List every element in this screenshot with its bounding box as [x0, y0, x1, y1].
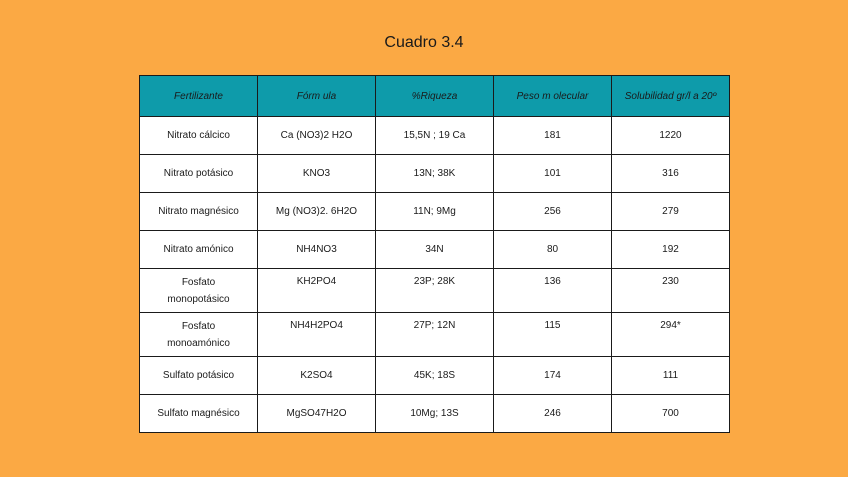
- column-header-formula: Fórm ula: [258, 76, 376, 117]
- cell-fertilizante: [140, 313, 258, 357]
- cell-fertilizante: Nitrato magnésico: [140, 193, 258, 231]
- table-row: [140, 395, 730, 433]
- cell-fertilizante: Nitrato amónico: [140, 231, 258, 269]
- cell-formula: NH4NO3: [258, 231, 376, 269]
- cell-peso: 174: [494, 357, 612, 395]
- cell-riqueza: 27P; 12N: [376, 313, 494, 357]
- cell-peso: 256: [494, 193, 612, 231]
- cell-fertilizante-line1: Fosfato: [181, 276, 216, 288]
- cell-formula: MgSO47H2O: [258, 395, 376, 433]
- cell-peso: 181: [494, 117, 612, 155]
- column-header-peso-molecular: Peso m olecular: [494, 76, 612, 117]
- column-header-riqueza: %Riqueza: [376, 76, 494, 117]
- cell-formula: NH4H2PO4: [258, 313, 376, 357]
- cell-peso: 101: [494, 155, 612, 193]
- cell-riqueza: 23P; 28K: [376, 269, 494, 313]
- cell-solubilidad: 192: [612, 231, 730, 269]
- table-row: [140, 313, 730, 357]
- cell-riqueza: 15,5N ; 19 Ca: [376, 117, 494, 155]
- table-header-row: [140, 76, 730, 117]
- cell-formula: Mg (NO3)2. 6H2O: [258, 193, 376, 231]
- cell-solubilidad: 230: [612, 269, 730, 313]
- cell-formula: Ca (NO3)2 H2O: [258, 117, 376, 155]
- cell-fertilizante: Sulfato magnésico: [140, 395, 258, 433]
- cell-riqueza: 10Mg; 13S: [376, 395, 494, 433]
- cell-solubilidad: 279: [612, 193, 730, 231]
- cell-fertilizante: Sulfato potásico: [140, 357, 258, 395]
- cell-fertilizante-line2: monopotásico: [167, 293, 230, 305]
- cell-peso: 136: [494, 269, 612, 313]
- cell-formula: K2SO4: [258, 357, 376, 395]
- cell-solubilidad: 294*: [612, 313, 730, 357]
- column-header-solubilidad: Solubilidad gr/l a 20º: [612, 76, 730, 117]
- cell-solubilidad: 1220: [612, 117, 730, 155]
- table-row: [140, 193, 730, 231]
- page-title: Cuadro 3.4: [384, 34, 464, 51]
- cell-peso: 246: [494, 395, 612, 433]
- cell-riqueza: 45K; 18S: [376, 357, 494, 395]
- cell-fertilizante: Nitrato cálcico: [140, 117, 258, 155]
- cell-fertilizante: Nitrato potásico: [140, 155, 258, 193]
- table-row: [140, 155, 730, 193]
- cell-formula: KNO3: [258, 155, 376, 193]
- cell-fertilizante-line2: monoamónico: [167, 337, 230, 349]
- cell-riqueza: 34N: [376, 231, 494, 269]
- cell-solubilidad: 111: [612, 357, 730, 395]
- cell-solubilidad: 700: [612, 395, 730, 433]
- table-row: [140, 117, 730, 155]
- cell-peso: 80: [494, 231, 612, 269]
- column-header-fertilizante: Fertilizante: [140, 76, 258, 117]
- table-row: [140, 269, 730, 313]
- cell-fertilizante-line1: Fosfato: [181, 320, 216, 332]
- cell-fertilizante: [140, 269, 258, 313]
- fertilizer-table: [139, 75, 730, 433]
- cell-solubilidad: 316: [612, 155, 730, 193]
- cell-peso: 115: [494, 313, 612, 357]
- cell-riqueza: 11N; 9Mg: [376, 193, 494, 231]
- table-row: [140, 231, 730, 269]
- cell-riqueza: 13N; 38K: [376, 155, 494, 193]
- cell-formula: KH2PO4: [258, 269, 376, 313]
- table-row: [140, 357, 730, 395]
